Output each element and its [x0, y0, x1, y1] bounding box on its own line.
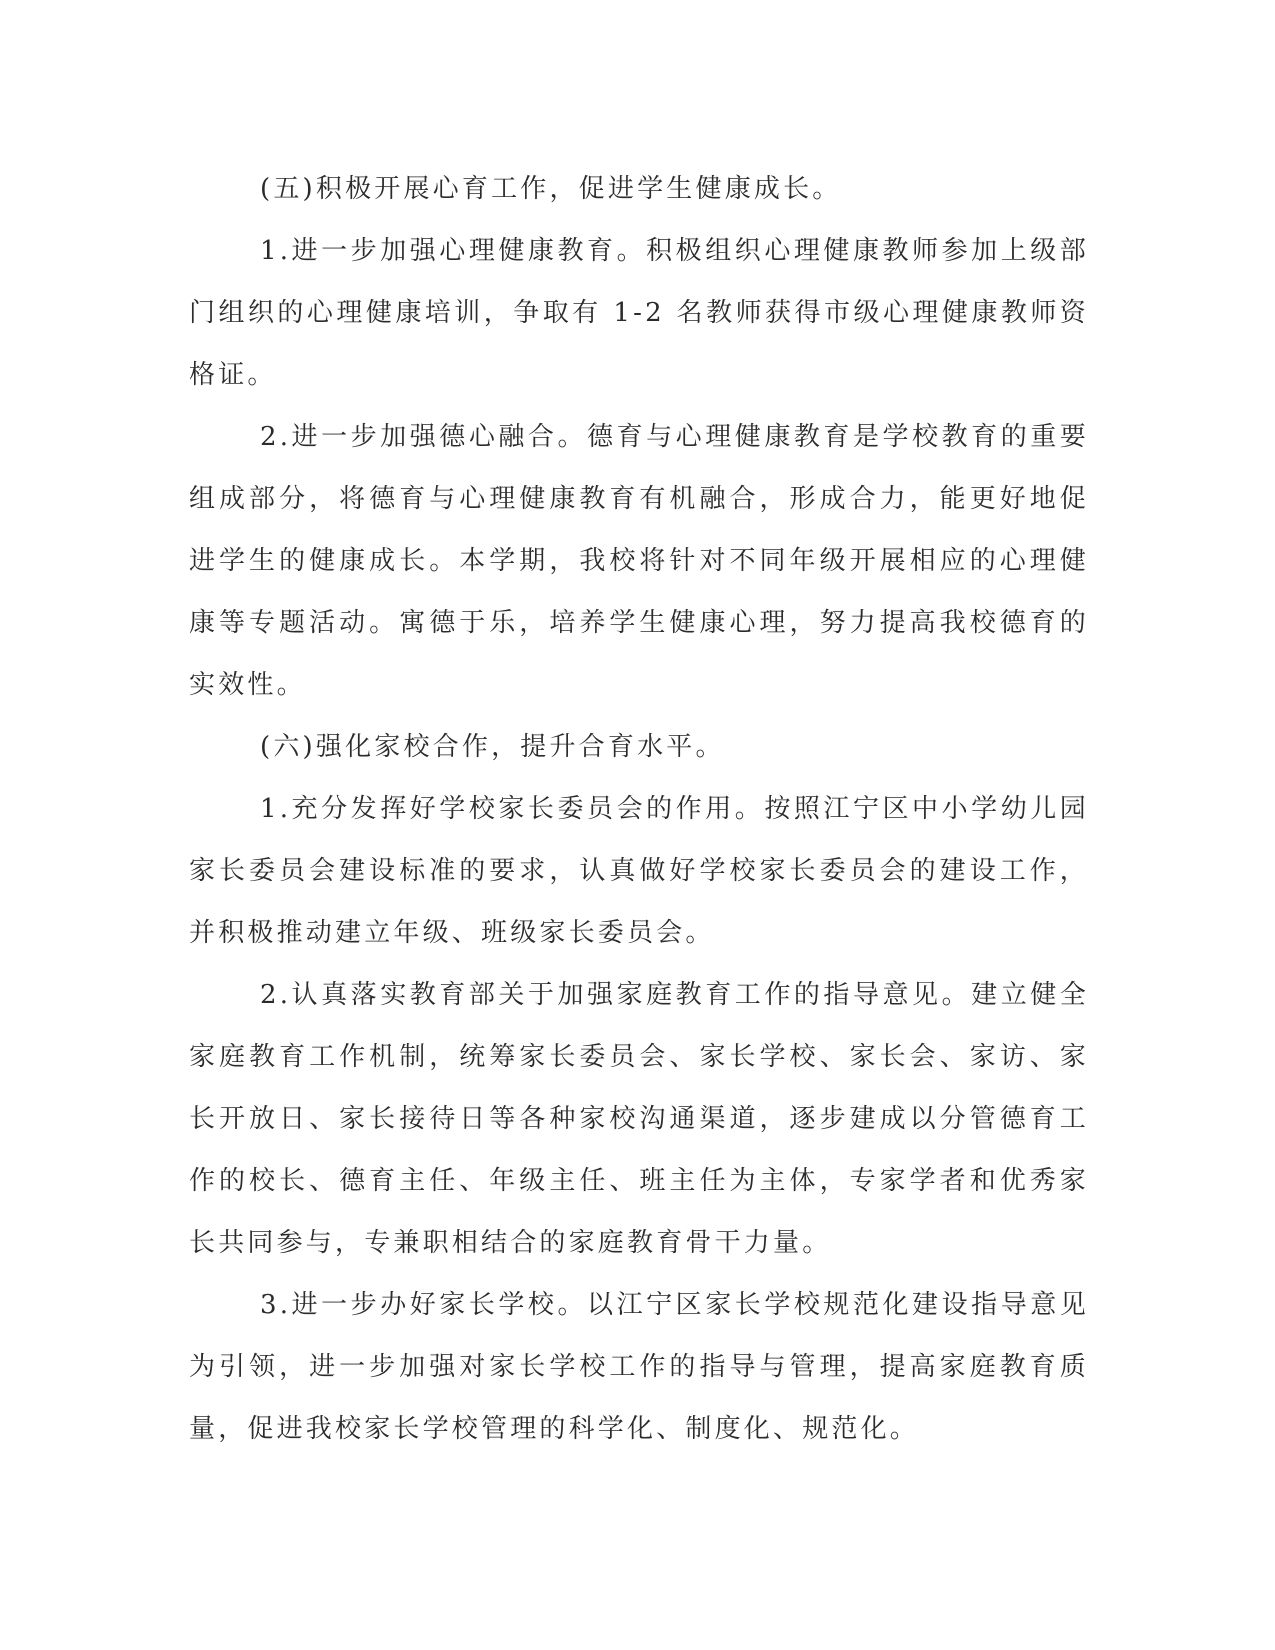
paragraph-5-1: 1.进一步加强心理健康教育。积极组织心理健康教师参加上级部门组织的心理健康培训，争取有 1-2 名教师获得市级心理健康教师资格证。	[189, 236, 1089, 390]
paragraph-6-3: 3.进一步办好家长学校。以江宁区家长学校规范化建设指导意见为引领，进一步加强对家长学校工作的指导与管理，提高家庭教育质量，促进我校家长学校管理的科学化、制度化、规范化。	[189, 1290, 1089, 1444]
document-body	[189, 158, 1089, 1460]
paragraph-6-1: 1.充分发挥好学校家长委员会的作用。按照江宁区中小学幼儿园家长委员会建设标准的要求，认真做好学校家长委员会的建设工作，并积极推动建立年级、班级家长委员会。	[189, 794, 1089, 948]
section-heading-5: (五)积极开展心育工作，促进学生健康成长。	[260, 174, 842, 204]
paragraph-6-2: 2.认真落实教育部关于加强家庭教育工作的指导意见。建立健全家庭教育工作机制，统筹家长委员会、家长学校、家长会、家访、家长开放日、家长接待日等各种家校沟通渠道，逐步建成以分管德育工作的校长、德育主任、年级主任、班主任为主体，专家学者和优秀家长共同参与，专兼职相结合的家庭教育骨干力量。	[189, 980, 1089, 1258]
paragraph-5-2: 2.进一步加强德心融合。德育与心理健康教育是学校教育的重要组成部分，将德育与心理健康教育有机融合，形成合力，能更好地促进学生的健康成长。本学期，我校将针对不同年级开展相应的心理健康等专题活动。寓德于乐，培养学生健康心理，努力提高我校德育的实效性。	[189, 422, 1089, 700]
section-heading-6: (六)强化家校合作，提升合育水平。	[260, 732, 725, 762]
